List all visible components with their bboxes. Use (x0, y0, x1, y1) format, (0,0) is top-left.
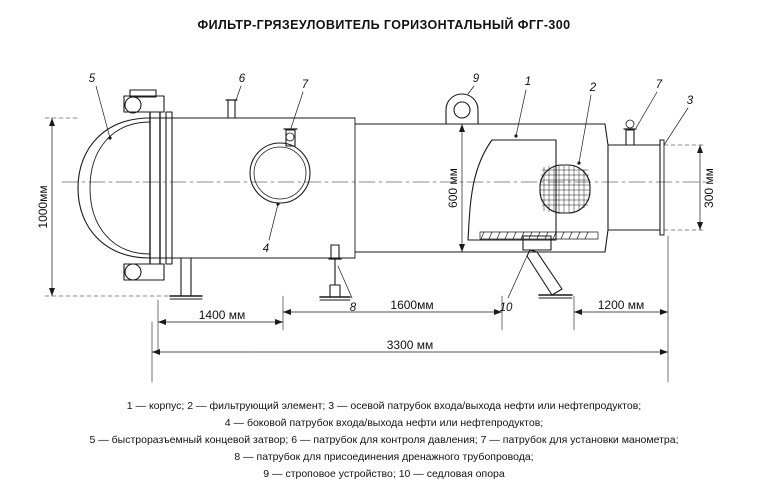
dim-1000-arrow-top (49, 118, 55, 126)
pressure-control-nozzle (228, 100, 235, 118)
callout-5: 5 (88, 73, 96, 85)
dim-1200-arrow-right (660, 309, 668, 315)
side-nozzle-gauge (286, 133, 294, 141)
callout-2: 2 (589, 82, 597, 94)
closure-hinge-bottom-bolt (125, 264, 141, 280)
dim-300-arrow-bottom (697, 222, 703, 230)
legend-line-5: 9 — строповое устройство; 10 — седловая опора (263, 468, 505, 480)
dim-label-600: 600 мм (446, 168, 460, 208)
legend-line-3: 5 — быстроразъемный концевой затвор; 6 — патрубок для контроля давления; 7 — патрубок для установки манометра; (89, 434, 679, 446)
support-left (170, 258, 202, 299)
leader-9 (468, 86, 474, 94)
filter-mesh-hatch (540, 166, 590, 212)
dim-3300-arrow-right (660, 349, 668, 355)
dim-600-arrow-bottom (459, 244, 465, 252)
filter-element (468, 140, 598, 240)
dim-label-1000: 1000мм (36, 185, 50, 229)
callout-4: 4 (262, 243, 270, 255)
dim-1000-arrow-bottom (49, 288, 55, 296)
dim-1200-arrow-left (574, 309, 582, 315)
dim-1600-arrow-left (283, 309, 291, 315)
side-nozzle-ring-inner (254, 147, 306, 199)
callout-8: 8 (349, 302, 357, 314)
dim-label-1200: 1200 мм (597, 298, 645, 312)
closure-tie-rod-body (166, 112, 172, 264)
leader-10 (508, 256, 527, 298)
leader-1 (516, 90, 526, 136)
dim-600-arrow-top (459, 124, 465, 132)
closure-band (150, 112, 160, 264)
dim-300-arrow-top (697, 145, 703, 153)
leader-2-dot (577, 161, 580, 164)
callout-7-right: 7 (655, 79, 663, 91)
dim-label-3300: 3300 мм (386, 338, 434, 352)
closure-hinge-top (124, 96, 164, 112)
leader-5-dot (108, 136, 111, 139)
dim-label-1600: 1600мм (390, 298, 434, 312)
callout-10: 10 (499, 302, 513, 314)
page-title: ФИЛЬТР-ГРЯЗЕУЛОВИТЕЛЬ ГОРИЗОНТАЛЬНЫЙ ФГГ-300 (197, 18, 571, 32)
leader-2 (579, 95, 591, 163)
leader-4-dot (276, 202, 279, 205)
leader-7b (636, 92, 657, 128)
callout-6: 6 (238, 73, 246, 85)
legend-line-2: 4 — боковой патрубок входа/выхода нефти или нефтепродуктов; (224, 417, 544, 429)
leader-1-dot (514, 134, 517, 137)
vessel-left-head-inner (90, 122, 150, 254)
legend-line-1: 1 — корпус; 2 — фильтрующий элемент; 3 — осевой патрубок входа/выхода нефти или нефтепродуктов; (126, 400, 642, 412)
lifting-lug-hole (454, 102, 470, 118)
legend-line-4: 8 — патрубок для присоединения дренажного трубопровода; (234, 451, 534, 463)
side-nozzle-ring (250, 143, 310, 203)
dim-1400-arrow-right (275, 319, 283, 325)
dim-label-1400: 1400 мм (198, 308, 246, 322)
dim-3300-arrow-left (152, 349, 160, 355)
dim-label-300: 300 мм (702, 168, 716, 208)
right-reducer (605, 124, 608, 252)
leader-7a (291, 92, 303, 128)
leader-4 (269, 204, 278, 240)
callout-1: 1 (524, 76, 532, 88)
callout-9: 9 (472, 73, 480, 85)
manometer-gauge-right (626, 120, 634, 128)
manometer-nozzle-right (626, 130, 634, 145)
leader-5 (96, 86, 110, 138)
support-right-saddle (523, 236, 572, 298)
callout-7-left: 7 (301, 79, 309, 91)
leader-6 (236, 86, 241, 100)
closure-hinge-top-bolt (125, 97, 141, 113)
legend (0, 398, 768, 483)
drain-stub (331, 245, 339, 259)
lifting-lug (446, 94, 478, 124)
leader-3 (664, 108, 688, 145)
closure-hinge-bottom (124, 264, 164, 280)
vessel-left-head (78, 118, 150, 258)
support-center (320, 285, 350, 300)
filter-mesh-outline (540, 165, 590, 213)
dim-1400-arrow-left (158, 319, 166, 325)
callout-3: 3 (686, 95, 694, 107)
